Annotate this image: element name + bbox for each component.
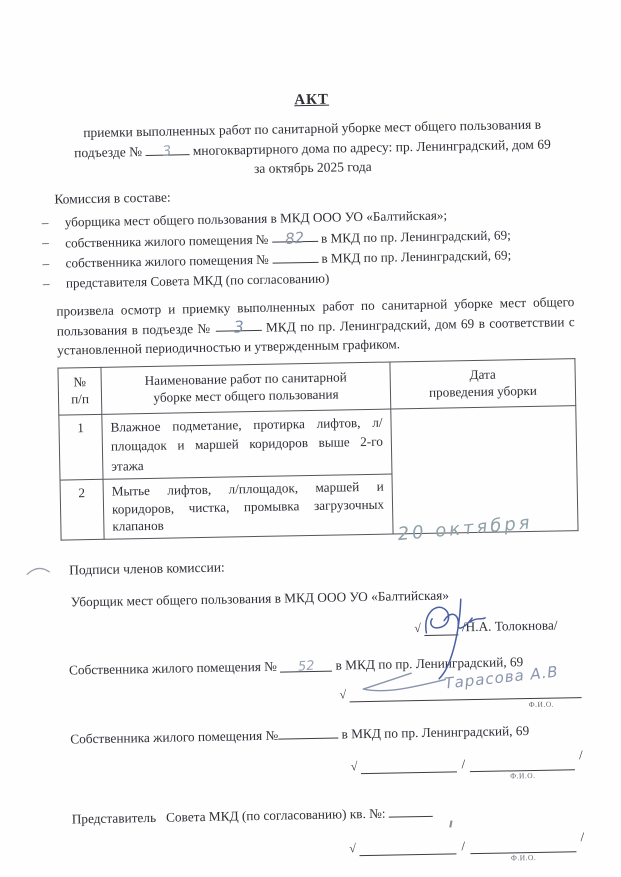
handwritten-date-note: 20 октября: [396, 511, 534, 545]
signature-label-owner-2: Собственника жилого помещения № в МКД по пр. Ленинградский, 69: [70, 722, 530, 746]
intro-paragraph: [53, 114, 572, 182]
date-cell: [391, 405, 578, 545]
handwritten-entrance-number-2: 3: [232, 316, 245, 337]
entrance-number-blank: [145, 141, 189, 160]
body-paragraph: произвела осмотр и приемку выполненных работ по санитарной уборке мест общего пользования в подъезде № 3 МКД по пр. Ленинградский, дом 69 в соответствии с установленной периодичностью и утвержденным графиком.: [56, 293, 575, 358]
pen-mark-arc-icon: [25, 563, 51, 577]
apartment-number-blank: [272, 248, 318, 263]
name-blank: [470, 755, 575, 780]
signature-blank: [359, 839, 457, 856]
fio-caption: Ф.И.О.: [510, 770, 536, 780]
apartment-number-blank: [280, 657, 332, 675]
commission-list: [41, 203, 574, 293]
entrance-number-blank-2: [215, 316, 261, 337]
printed-signer-name: /Н.А. Толокнова/: [461, 617, 558, 634]
header-date-column: Дата проведения уборки: [390, 358, 576, 408]
row-number-cell: 1: [59, 414, 103, 480]
check-mark: √: [414, 620, 422, 635]
fio-caption: Ф.И.О.: [528, 699, 555, 709]
fio-caption: Ф.И.О.: [510, 852, 537, 862]
work-description-cell: Влажное подметание, протирка лифтов, л/площадок и маршей коридоров выше 2-го этажа: [102, 409, 392, 480]
name-blank: [470, 837, 577, 862]
list-dash: –: [42, 234, 49, 250]
signature-blank: [360, 757, 456, 774]
apartment-number-blank: [272, 227, 318, 248]
work-description-cell: Мытье лифтов, л/площадок, маршей и коридоров, чистка, промывка загрузочных клапанов: [103, 474, 393, 539]
check-mark: √: [339, 686, 347, 702]
signature-blank: [424, 620, 458, 636]
list-item: – представителя Совета МКД (по согласованию): [56, 264, 574, 293]
header-work-column: Наименование работ по санитарной уборке мест общего пользования: [101, 362, 391, 414]
document-title: АКТ: [294, 91, 330, 109]
handwritten-entrance-number: 3: [161, 142, 173, 160]
signature-label-cleaner: Уборщик мест общего пользования в МКД ООО УО «Балтийская»: [70, 586, 450, 609]
list-dash: –: [41, 214, 49, 230]
commission-heading: Комиссия в составе:: [54, 189, 171, 207]
handwritten-signer-name: Тарасова А.В: [443, 662, 560, 693]
intro-line-1: приемки выполненных работ по санитарной уборке мест общего пользования в: [83, 116, 542, 141]
check-mark: √: [350, 758, 358, 773]
signatures-heading: Подписи членов комиссии:: [69, 559, 225, 577]
handwritten-apartment-number: 82: [284, 227, 306, 248]
signature-line-cleaner: [414, 617, 580, 636]
works-table: [57, 358, 578, 545]
slash-separator: /: [580, 828, 585, 844]
apartment-number-blank: [389, 802, 433, 817]
signature-flourish-icon: [349, 669, 449, 695]
signature-line-representative: [349, 828, 585, 862]
header-number-column: № п/п: [58, 367, 102, 415]
row-number-cell: 2: [60, 479, 104, 539]
list-item: – собственника жилого помещения № 82 в МКД по пр. Ленинградский, 69;: [55, 223, 573, 253]
handwritten-apartment-number-2: 52: [297, 658, 316, 675]
list-item: – уборщика мест общего пользования в МКД ООО УО «Балтийская»;: [55, 203, 573, 232]
slash-separator: /: [578, 746, 583, 762]
signature-label-representative: Представитель Совета МКД (по согласованию) кв. №:: [72, 800, 584, 827]
apartment-number-blank: [278, 724, 338, 739]
list-item: – собственника жилого помещения № в МКД по пр. Ленинградский, 69;: [55, 244, 573, 273]
list-dash: –: [42, 255, 50, 271]
intro-line-2: подъезде № 3 многоквартирного дома по адресу: пр. Ленинградский, дом 69: [53, 134, 571, 163]
slash-separator: /: [461, 755, 466, 771]
intro-line-3: за октябрь 2025 года: [253, 158, 372, 176]
slash-separator: /: [461, 837, 466, 853]
list-dash: –: [42, 275, 50, 291]
signature-line-owner-2: [350, 746, 583, 780]
check-mark: √: [349, 840, 357, 855]
signature-label-owner-1: Собственника жилого помещения № 52 в МКД по пр. Ленинградский, 69: [68, 653, 524, 677]
table-row: [59, 405, 577, 480]
signature-scribble-icon: [415, 593, 487, 680]
